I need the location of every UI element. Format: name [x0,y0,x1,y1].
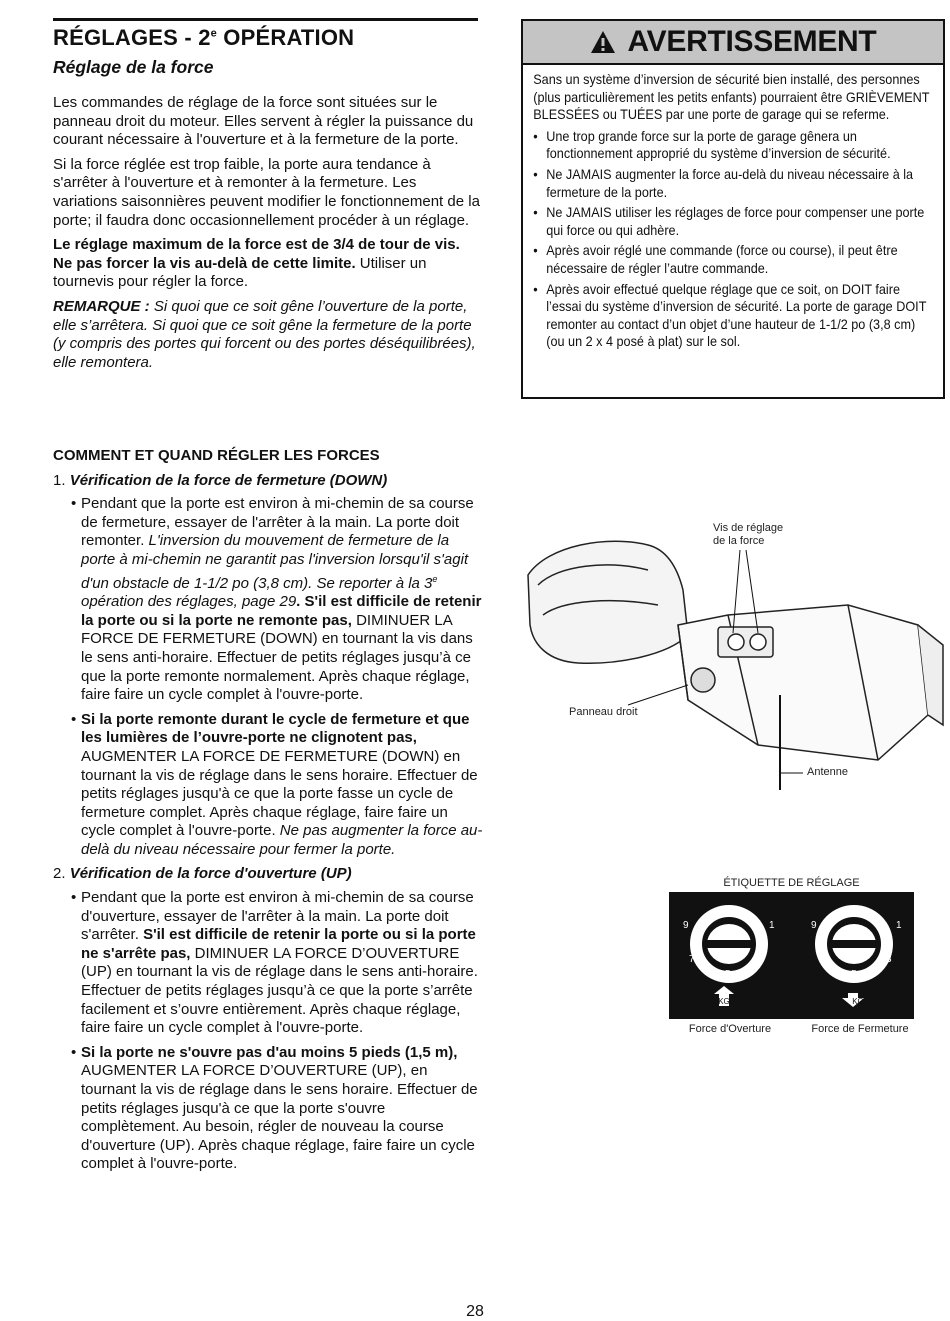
warning-item: • Après avoir effectué quelque réglage que ce soit, on DOIT faire l’essai du système d’inversion de sécurité. La porte de garage DOIT remonter au contact d’un objet d’une hauteur de 1-1/2 po (3,8 cm) (ou un 2 x 4 posé à plat) sur le sol. [533,281,933,351]
dial-left-9: 9 [683,920,689,931]
adjustment-dials [669,892,914,1019]
page-title: RÉGLAGES - 2e OPÉRATION [53,25,355,50]
step-2-bullet-1: • Pendant que la porte est environ à mi-chemin de sa course d'ouverture, essayer de l'arrêter à la main. La porte doit s'arrêter. S'il est difficile de retenir la porte ou si la porte ne s'arrête pas, DIMINUER LA FORCE D’OUVERTURE (UP) en tournant la vis de réglage dans le sens anti-horaire. Effectuer de petits réglages jusqu’à ce que la porte s’arrête facilement et s’ouvre entièrement. Après chaque réglage, faire faire un cycle complet à l'ouvre-porte. [53,889,483,1038]
intro-text [53,94,481,378]
label-adjust-screws: Vis de réglage de la force [713,522,784,547]
label-right-panel: Panneau droit [569,706,638,718]
dial-right-7: 7 [819,954,825,965]
dial-right-1: 1 [896,920,902,931]
dial-right-5: 5 [851,969,857,980]
dial-right-3: 3 [886,954,892,965]
kg-left: KG [718,997,730,1006]
opener-illustration [518,515,950,800]
adjust-label-title: ÉTIQUETTE DE RÉGLAGE [723,877,860,889]
section-title: COMMENT ET QUAND RÉGLER LES FORCES [53,447,380,464]
caption-opening-force: Force d'Overture [688,1023,772,1035]
warning-intro: Sans un système d’inversion de sécurité bien installé, des personnes (plus particulièrement les petits enfants) pourraient être GRIÈVEMENT BLESSÉES ou TUÉES par une porte de garage qui se referme. [533,72,930,123]
warning-header [523,21,943,65]
intro-note: REMARQUE : Si quoi que ce soit gêne l’ouverture de la porte, elle s’arrêtera. Si quoi que ce soit gêne la fermeture de la porte (y compris des portes qui forcent ou des portes déséquilibrées), elle remontera. [53,297,476,371]
step-1-bullet-1: • Pendant que la porte est environ à mi-chemin de sa course de fermeture, essayer de l'arrêter à la main. La porte doit remonter. L'inversion du mouvement de fermeture de la porte à mi-chemin ne garantit pas l'inversion lorsqu'il s'agit d'un obstacle de 1-1/2 po (3,8 cm). Se reporter à la 3e opération des réglages, page 29. S'il est difficile de retenir la porte ou si la porte ne remonte pas, DIMINUER LA FORCE DE FERMETURE (DOWN) en tournant la vis dans le sens anti-horaire. Effectuer de petits réglages jusqu’à ce que la porte remonte normalement. Après chaque réglage, faire faire un cycle complet à l'ouvre-porte. [53,495,483,705]
step-2-heading: 2. Vérification de la force d'ouverture (UP) [53,865,352,883]
step-1-bullet-2: • Si la porte remonte durant le cycle de fermeture et que les lumières de l’ouvre-porte ne clignotent pas, AUGMENTER LA FORCE DE FERMETURE (DOWN) en tournant la vis de réglage dans le sens horaire. Effectuer de petits réglages jusqu'à ce que la porte fasse un cycle de fermeture complet. Après chaque réglage, faire faire un cycle complet à l'ouvre-porte. Ne pas augmenter la force au-delà du niveau nécessaire pour fermer la porte. [53,711,483,860]
warning-item: • Ne JAMAIS utiliser les réglages de force pour compenser une porte qui force ou qui adhère. [533,204,933,239]
dial-left-7: 7 [689,954,695,965]
kg-right: KG [852,997,864,1006]
adjustment-label [669,892,914,1019]
label-antenna: Antenne [807,766,848,778]
warning-title: AVERTISSEMENT [627,25,877,58]
dial-left-1: 1 [769,920,775,931]
warning-item: • Une trop grande force sur la porte de garage gênera un fonctionnement approprié du système d’inversion de sécurité. [533,128,933,163]
dial-left-3: 3 [759,954,765,965]
title-rule [53,18,478,21]
dial-left-5: 5 [725,969,731,980]
intro-paragraph-2: Si la force réglée est trop faible, la porte aura tendance à s'arrêter à l'ouverture et à remonter à la fermeture. Les variations saisonnières peuvent modifier le fonctionnement de la porte; il faudra donc occasionnellement procéder à un réglage. [53,155,480,229]
adjustment-section [53,447,483,1180]
caption-closing-force: Force de Fermeture [811,1023,909,1035]
warning-item: • Ne JAMAIS augmenter la force au-delà du niveau nécessaire à la fermeture de la porte. [533,166,933,201]
warning-box [521,19,945,399]
step-2-bullet-2: • Si la porte ne s'ouvre pas d'au moins 5 pieds (1,5 m), AUGMENTER LA FORCE D’OUVERTURE (UP), en tournant la vis de réglage dans le sens horaire. Effectuer de petits réglages jusqu'à ce que la porte s'ouvre complètement. Au besoin, régler de nouveau la course d'ouverture (UP). Après chaque réglage, faire faire un cycle complet à l'ouvre-porte. [53,1044,483,1174]
warning-item: • Après avoir réglé une commande (force ou course), il peut être nécessaire de régler l’autre commande. [533,242,933,277]
step-1-heading: 1. Vérification de la force de fermeture (DOWN) [53,471,388,489]
dial-right-9: 9 [811,920,817,931]
warning-list [533,128,933,351]
intro-paragraph-3: Le réglage maximum de la force est de 3/4 de tour de vis. Ne pas forcer la vis au-delà de cette limite. Utiliser un tournevis pour régler la force. [53,236,460,291]
intro-paragraph-1: Les commandes de réglage de la force sont situées sur le panneau droit du moteur. Elles servent à régler la puissance du courant nécessaire à l'ouverture et à la fermeture de la porte. [53,94,474,149]
warning-triangle-icon [590,30,616,54]
page-subtitle: Réglage de la force [53,57,214,77]
warning-body [523,65,942,351]
page-number: 28 [466,1303,484,1320]
